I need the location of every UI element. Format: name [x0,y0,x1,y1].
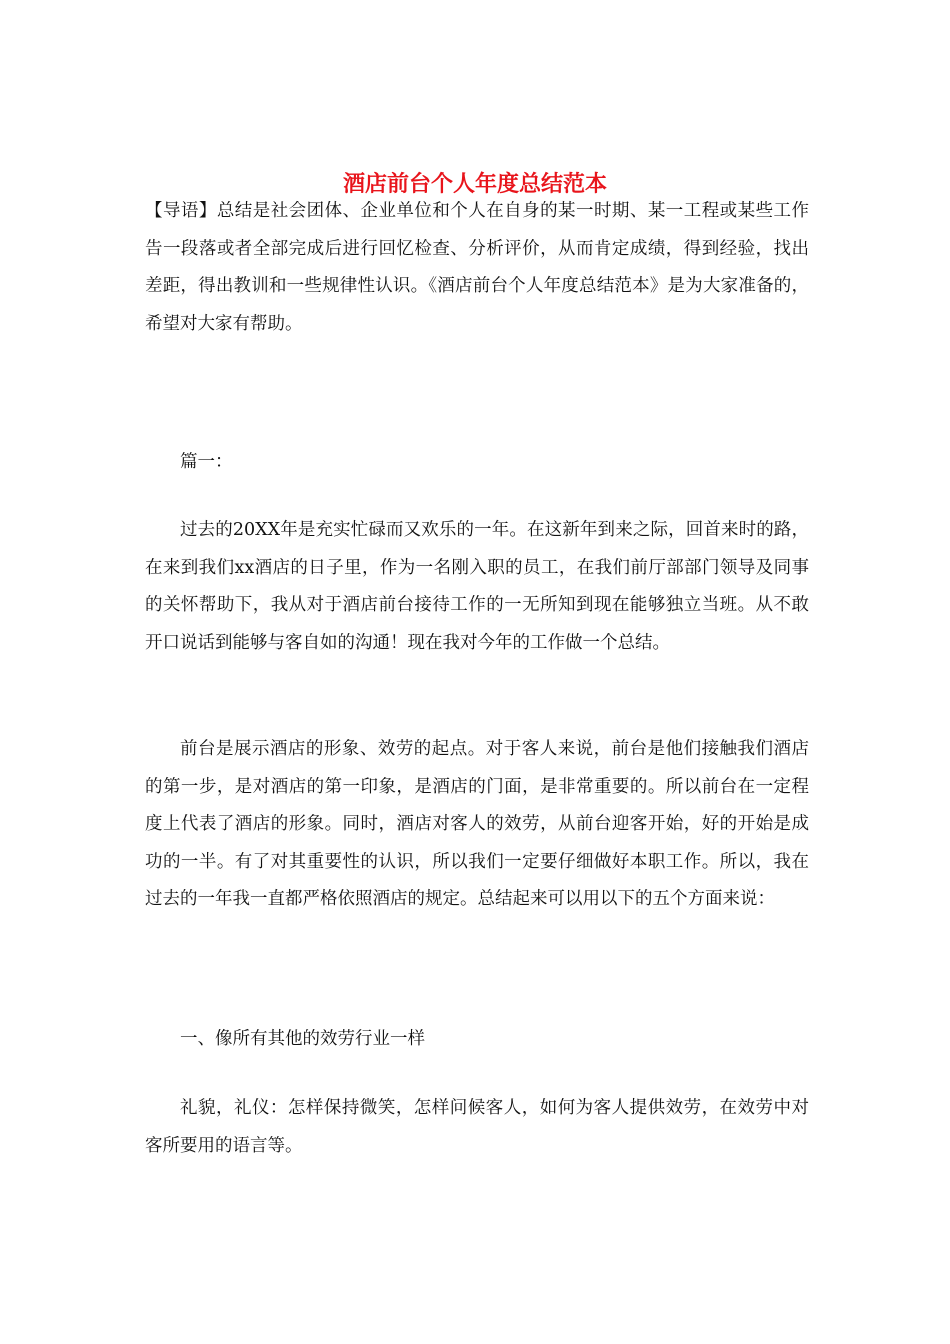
document-title: 酒店前台个人年度总结范本 [342,170,607,197]
section-label: 篇一： [180,452,233,472]
body-paragraph-3: 礼貌，礼仪：怎样保持微笑，怎样问候客人，如何为客人提供效劳，在效劳中对客所要用的语言等。 [145,1098,809,1156]
intro-paragraph: 【导语】总结是社会团体、企业单位和个人在自身的某一时期、某一工程或某些工作告一段落或者全部完成后进行回忆检查、分析评价，从而肯定成绩，得到经验，找出差距，得出教训和一些规律性认识。《酒店前台个人年度总结范本》是为大家准备的，希望对大家有帮助。 [145,201,809,334]
body-paragraph-1: 过去的20XX年是充实忙碌而又欢乐的一年。在这新年到来之际，回首来时的路，在来到我们xx酒店的日子里，作为一名刚入职的员工，在我们前厅部部门领导及同事的关怀帮助下，我从对于酒店前台接待工作的一无所知到现在能够独立当班。从不敢开口说话到能够与客自如的沟通！现在我对今年的工作做一个总结。 [145,520,809,653]
body-paragraph-2: 前台是展示酒店的形象、效劳的起点。对于客人来说，前台是他们接触我们酒店的第一步，是对酒店的第一印象，是酒店的门面，是非常重要的。所以前台在一定程度上代表了酒店的形象。同时，酒店对客人的效劳，从前台迎客开始，好的开始是成功的一半。有了对其重要性的认识，所以我们一定要仔细做好本职工作。所以，我在过去的一年我一直都严格依照酒店的规定。总结起来可以用以下的五个方面来说： [145,739,809,909]
subsection-heading: 一、像所有其他的效劳行业一样 [180,1029,425,1049]
